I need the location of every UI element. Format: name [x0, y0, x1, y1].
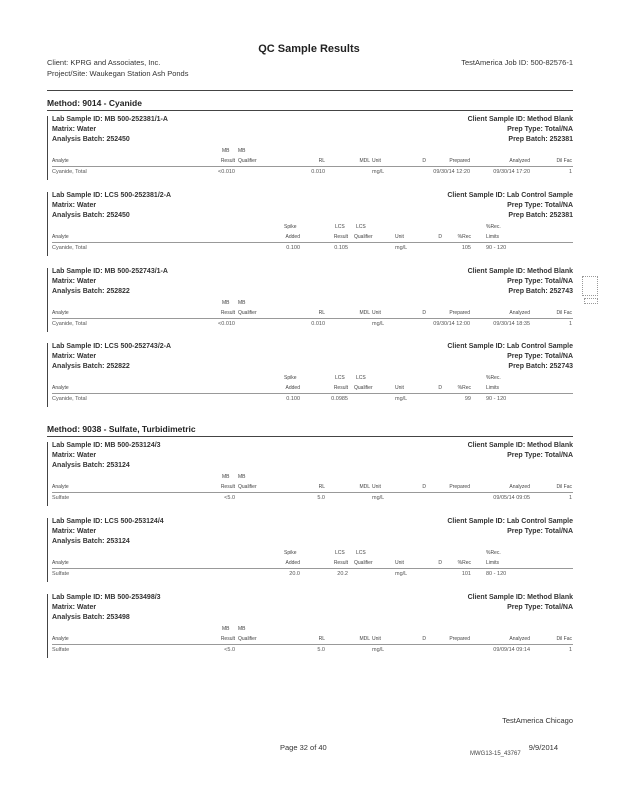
- method-underline: [47, 110, 573, 111]
- column-header: Qualifier: [354, 385, 373, 391]
- prep-batch: Prep Batch: 252743: [508, 288, 573, 295]
- client-sample-id: Client Sample ID: Lab Control Sample: [447, 343, 573, 350]
- lab-sample-id: Lab Sample ID: MB 500-253498/3: [52, 594, 161, 601]
- page-number: Page 32 of 40: [280, 743, 327, 752]
- table-cell: mg/L: [395, 396, 408, 402]
- column-header: Result: [220, 484, 235, 490]
- table-cell: 0.010: [311, 321, 325, 327]
- table-cell: 5.0: [317, 647, 325, 653]
- column-group-header: %Rec.: [486, 375, 501, 381]
- column-header: %Rec: [457, 385, 471, 391]
- column-header: Qualifier: [354, 560, 373, 566]
- table-cell: mg/L: [372, 647, 385, 653]
- prep-type: Prep Type: Total/NA: [507, 353, 573, 360]
- table-cell: <0.010: [218, 321, 235, 327]
- client-sample-id: Client Sample ID: Lab Control Sample: [447, 518, 573, 525]
- column-header: MDL: [359, 158, 370, 164]
- column-header: D: [422, 158, 426, 164]
- column-header: %Rec: [457, 234, 471, 240]
- column-header: Limits: [486, 560, 500, 566]
- table-cell: Cyanide, Total: [52, 396, 87, 402]
- analysis-batch: Analysis Batch: 252450: [52, 212, 130, 219]
- column-group-header: Spike: [284, 375, 297, 381]
- analysis-batch: Analysis Batch: 253124: [52, 538, 130, 545]
- matrix: Matrix: Water: [52, 604, 97, 611]
- column-header: Analyzed: [509, 484, 530, 490]
- column-header: Unit: [395, 385, 404, 391]
- analysis-batch: Analysis Batch: 253498: [52, 614, 130, 621]
- column-group-header: LCS: [335, 375, 345, 381]
- header-rule: [52, 318, 573, 319]
- matrix: Matrix: Water: [52, 528, 97, 535]
- prep-type: Prep Type: Total/NA: [507, 528, 573, 535]
- table-cell: 20.0: [289, 571, 300, 577]
- column-group-header: MB: [222, 474, 230, 480]
- matrix: Matrix: Water: [52, 278, 97, 285]
- table-cell: <0.010: [218, 169, 235, 175]
- lab-sample-id: Lab Sample ID: MB 500-253124/3: [52, 442, 161, 449]
- column-group-header: MB: [222, 300, 230, 306]
- column-header: D: [422, 310, 426, 316]
- column-group-header: LCS: [356, 550, 366, 556]
- header-rule: [52, 242, 573, 243]
- column-header: Unit: [372, 158, 381, 164]
- column-header: MDL: [359, 636, 370, 642]
- prep-batch: Prep Batch: 252381: [508, 136, 573, 143]
- column-header: Analyte: [52, 310, 69, 316]
- column-group-header: LCS: [335, 224, 345, 230]
- table-cell: Cyanide, Total: [52, 321, 87, 327]
- table-cell: 09/30/14 18:35: [493, 321, 530, 327]
- client-sample-id: Client Sample ID: Lab Control Sample: [447, 192, 573, 199]
- prep-batch: Prep Batch: 252381: [508, 212, 573, 219]
- column-header: D: [438, 234, 442, 240]
- method-title: Method: 9014 - Cyanide: [47, 98, 142, 108]
- column-header: Analyzed: [509, 636, 530, 642]
- column-header: RL: [318, 310, 325, 316]
- table-cell: 99: [464, 396, 471, 402]
- column-header: %Rec: [457, 560, 471, 566]
- column-header: MDL: [359, 310, 370, 316]
- page-title: QC Sample Results: [258, 43, 360, 55]
- table-cell: 09/05/14 09:05: [493, 495, 530, 501]
- column-header: Analyte: [52, 484, 69, 490]
- lab-sample-id: Lab Sample ID: LCS 500-252381/2-A: [52, 192, 172, 199]
- column-header: Dil Fac: [556, 636, 572, 642]
- column-header: Analyte: [52, 560, 69, 566]
- lab-sample-id: Lab Sample ID: LCS 500-252743/2-A: [52, 343, 172, 350]
- table-cell: 09/09/14 09:14: [493, 647, 530, 653]
- table-cell: Sulfate: [52, 495, 70, 501]
- margin-mark: [584, 298, 598, 304]
- prep-batch: Prep Batch: 252743: [508, 363, 573, 370]
- prep-type: Prep Type: Total/NA: [507, 202, 573, 209]
- column-header: Unit: [395, 234, 404, 240]
- block-bracket: [47, 268, 48, 332]
- column-header: Analyte: [52, 636, 69, 642]
- column-header: Dil Fac: [556, 484, 572, 490]
- table-cell: mg/L: [372, 321, 385, 327]
- footer-company: TestAmerica Chicago: [502, 716, 573, 725]
- column-header: Unit: [372, 636, 381, 642]
- table-cell: 0.100: [286, 396, 300, 402]
- footer-date: 9/9/2014: [528, 743, 558, 752]
- column-header: RL: [318, 484, 325, 490]
- table-cell: 90 - 120: [486, 396, 507, 402]
- table-cell: mg/L: [372, 169, 385, 175]
- column-header: Analyzed: [509, 310, 530, 316]
- table-cell: 5.0: [317, 495, 325, 501]
- column-header: Qualifier: [354, 234, 373, 240]
- column-header: Qualifier: [238, 484, 257, 490]
- column-header: Result: [220, 158, 235, 164]
- client-sample-id: Client Sample ID: Method Blank: [467, 594, 573, 601]
- column-header: Limits: [486, 234, 500, 240]
- table-cell: 09/30/14 12:20: [433, 169, 470, 175]
- column-header: D: [438, 385, 442, 391]
- prep-type: Prep Type: Total/NA: [507, 452, 573, 459]
- column-header: Analyzed: [509, 158, 530, 164]
- column-group-header: %Rec.: [486, 550, 501, 556]
- table-cell: 90 - 120: [486, 245, 507, 251]
- column-header: Prepared: [449, 636, 470, 642]
- column-header: Limits: [486, 385, 500, 391]
- analysis-batch: Analysis Batch: 253124: [52, 462, 130, 469]
- column-header: Unit: [395, 560, 404, 566]
- header-rule: [52, 393, 573, 394]
- analysis-batch: Analysis Batch: 252822: [52, 288, 130, 295]
- table-cell: <5.0: [224, 495, 235, 501]
- table-cell: 1: [568, 495, 572, 501]
- column-group-header: LCS: [335, 550, 345, 556]
- lab-sample-id: Lab Sample ID: LCS 500-253124/4: [52, 518, 164, 525]
- column-group-header: MB: [222, 626, 230, 632]
- column-group-header: Spike: [284, 224, 297, 230]
- column-header: Result: [220, 636, 235, 642]
- column-header: Qualifier: [238, 636, 257, 642]
- table-cell: 0.0985: [331, 396, 348, 402]
- column-group-header: MB: [238, 474, 246, 480]
- prep-type: Prep Type: Total/NA: [507, 604, 573, 611]
- table-cell: 101: [461, 571, 471, 577]
- column-header: Result: [220, 310, 235, 316]
- column-group-header: LCS: [356, 224, 366, 230]
- column-header: Analyte: [52, 385, 69, 391]
- matrix: Matrix: Water: [52, 353, 97, 360]
- table-cell: 0.010: [311, 169, 325, 175]
- table-cell: Sulfate: [52, 571, 70, 577]
- block-bracket: [47, 343, 48, 407]
- table-cell: 80 - 120: [486, 571, 507, 577]
- header-rule: [52, 644, 573, 645]
- column-header: D: [422, 636, 426, 642]
- prep-type: Prep Type: Total/NA: [507, 278, 573, 285]
- column-header: Unit: [372, 484, 381, 490]
- table-cell: <5.0: [224, 647, 235, 653]
- column-group-header: MB: [238, 626, 246, 632]
- method-underline: [47, 436, 573, 437]
- column-header: Prepared: [449, 484, 470, 490]
- table-cell: Cyanide, Total: [52, 169, 87, 175]
- column-header: Unit: [372, 310, 381, 316]
- header-rule: [52, 166, 573, 167]
- client-name: Client: KPRG and Associates, Inc.: [47, 58, 161, 67]
- column-header: Analyte: [52, 234, 69, 240]
- table-cell: mg/L: [395, 245, 408, 251]
- block-bracket: [47, 116, 48, 180]
- matrix: Matrix: Water: [52, 202, 97, 209]
- column-group-header: MB: [222, 148, 230, 154]
- table-cell: mg/L: [372, 495, 385, 501]
- table-cell: 1: [568, 169, 572, 175]
- column-header: Dil Fac: [556, 310, 572, 316]
- column-header: MDL: [359, 484, 370, 490]
- column-header: Added: [285, 385, 300, 391]
- column-header: Result: [333, 560, 348, 566]
- client-sample-id: Client Sample ID: Method Blank: [467, 268, 573, 275]
- table-cell: mg/L: [395, 571, 408, 577]
- column-header: Prepared: [449, 158, 470, 164]
- table-cell: 0.105: [334, 245, 348, 251]
- column-header: Dil Fac: [556, 158, 572, 164]
- column-header: D: [438, 560, 442, 566]
- margin-mark: [582, 276, 598, 296]
- prep-type: Prep Type: Total/NA: [507, 126, 573, 133]
- column-header: RL: [318, 158, 325, 164]
- block-bracket: [47, 594, 48, 658]
- matrix: Matrix: Water: [52, 126, 97, 133]
- column-header: RL: [318, 636, 325, 642]
- column-group-header: MB: [238, 300, 246, 306]
- column-header: Added: [285, 234, 300, 240]
- table-cell: Sulfate: [52, 647, 70, 653]
- column-header: Qualifier: [238, 158, 257, 164]
- table-cell: Cyanide, Total: [52, 245, 87, 251]
- column-header: Result: [333, 385, 348, 391]
- table-cell: 09/30/14 12:00: [433, 321, 470, 327]
- job-id: TestAmerica Job ID: 500-82576-1: [461, 58, 573, 67]
- column-group-header: %Rec.: [486, 224, 501, 230]
- table-cell: 09/30/14 17:20: [493, 169, 530, 175]
- client-sample-id: Client Sample ID: Method Blank: [467, 442, 573, 449]
- lab-sample-id: Lab Sample ID: MB 500-252381/1-A: [52, 116, 168, 123]
- analysis-batch: Analysis Batch: 252822: [52, 363, 130, 370]
- analysis-batch: Analysis Batch: 252450: [52, 136, 130, 143]
- column-header: Added: [285, 560, 300, 566]
- matrix: Matrix: Water: [52, 452, 97, 459]
- block-bracket: [47, 192, 48, 256]
- column-header: Analyte: [52, 158, 69, 164]
- table-cell: 1: [568, 321, 572, 327]
- block-bracket: [47, 442, 48, 506]
- table-cell: 105: [461, 245, 471, 251]
- column-group-header: Spike: [284, 550, 297, 556]
- header-divider: [47, 90, 573, 91]
- block-bracket: [47, 518, 48, 582]
- header-rule: [52, 568, 573, 569]
- table-cell: 0.100: [286, 245, 300, 251]
- table-cell: 1: [568, 647, 572, 653]
- column-header: D: [422, 484, 426, 490]
- project-site: Project/Site: Waukegan Station Ash Ponds: [47, 69, 189, 78]
- column-header: Prepared: [449, 310, 470, 316]
- client-sample-id: Client Sample ID: Method Blank: [467, 116, 573, 123]
- lab-sample-id: Lab Sample ID: MB 500-252743/1-A: [52, 268, 168, 275]
- column-header: Result: [333, 234, 348, 240]
- column-group-header: LCS: [356, 375, 366, 381]
- column-group-header: MB: [238, 148, 246, 154]
- document-id: MWG13-15_43767: [470, 751, 521, 757]
- method-title: Method: 9038 - Sulfate, Turbidimetric: [47, 424, 196, 434]
- column-header: Qualifier: [238, 310, 257, 316]
- header-rule: [52, 492, 573, 493]
- table-cell: 20.2: [337, 571, 348, 577]
